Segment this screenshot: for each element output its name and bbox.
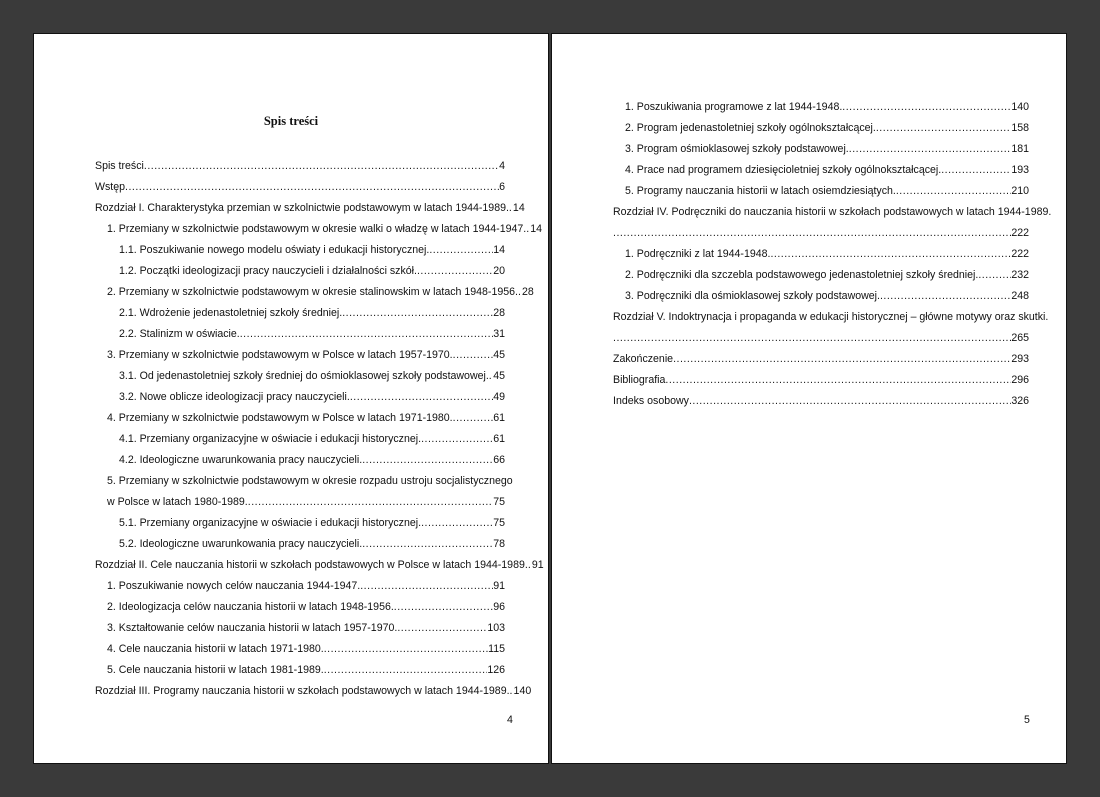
toc-entry <box>613 240 1029 261</box>
toc-entry <box>95 551 544 572</box>
toc-entry-page: 6 <box>499 181 505 193</box>
toc-entry-page: 61 <box>493 433 505 445</box>
toc-entry-page: 126 <box>487 664 505 676</box>
toc-entry <box>95 215 543 236</box>
toc-entry <box>95 656 505 677</box>
toc-entry-page: 78 <box>493 538 505 550</box>
toc-dot-leader <box>770 247 1011 261</box>
toc-entry-page: 91 <box>493 580 505 592</box>
toc-entry-title: 3.1. Od jedenastoletniej szkoły średniej do ośmioklasowej szkoły podstawowej. <box>119 370 489 382</box>
toc-dot-leader <box>421 516 493 530</box>
toc-entry-page: 210 <box>1011 185 1029 197</box>
toc-dot-leader <box>429 243 493 257</box>
page-left <box>33 33 549 764</box>
toc-entry-page: 158 <box>1011 122 1029 134</box>
toc-entry <box>613 366 1029 387</box>
toc-entry <box>613 219 1029 240</box>
toc-dot-leader <box>613 226 1011 240</box>
toc-entry-title: Rozdział V. Indoktrynacja i propaganda w edukacji historycznej – główne motywy oraz skutki. <box>613 311 1049 323</box>
toc-entry-title: 5.1. Przemiany organizacyjne w oświacie i edukacji historycznej. <box>119 517 422 529</box>
toc-entry-title: Rozdział II. Cele nauczania historii w szkołach podstawowych w Polsce w latach 1944-1989. <box>95 559 528 571</box>
toc-entry-title: 2.1. Wdrożenie jedenastoletniej szkoły średniej. <box>119 307 343 319</box>
toc-entry <box>613 345 1029 366</box>
toc-entry-title: Rozdział III. Programy nauczania historii w szkołach podstawowych w latach 1944-1989. <box>95 685 510 697</box>
toc-entry-page: 103 <box>487 622 505 634</box>
toc-entry <box>613 177 1029 198</box>
toc-entry-page: 232 <box>1011 269 1029 281</box>
toc-entry-title: Zakończenie <box>613 353 674 365</box>
page-number: 4 <box>507 714 513 726</box>
toc-entry-page: 31 <box>493 328 505 340</box>
toc-entry-page: 14 <box>512 202 525 214</box>
toc-entry <box>613 156 1029 177</box>
toc-dot-leader <box>360 579 493 593</box>
toc-dot-leader <box>613 331 1011 345</box>
toc-entry <box>95 320 505 341</box>
toc-entry-title: Rozdział I. Charakterystyka przemian w szkolnictwie podstawowym w latach 1944-1989. <box>95 202 509 214</box>
toc-entry-title: 1. Podręczniki z lat 1944-1948. <box>625 248 771 260</box>
toc-entry-title: w Polsce w latach 1980-1989. <box>107 496 248 508</box>
toc-entry <box>613 135 1029 156</box>
toc-entry <box>95 173 505 194</box>
toc-entry-page: 222 <box>1011 227 1029 239</box>
toc-entry-page: 4 <box>499 160 505 172</box>
toc-entry-title: 1.1. Poszukiwanie nowego modelu oświaty i edukacji historycznej. <box>119 244 430 256</box>
toc-entry-title: 1. Poszukiwania programowe z lat 1944-1948. <box>625 101 843 113</box>
toc-entry <box>95 194 525 215</box>
toc-entry-page: 61 <box>493 412 505 424</box>
toc-entry-title: 1. Przemiany w szkolnictwie podstawowym w okresie walki o władzę w latach 1944-1947. <box>107 223 527 235</box>
toc-dot-leader <box>453 348 494 362</box>
toc-entry-title: 2. Podręczniki dla szczebla podstawowego jedenastoletniej szkoły średniej. <box>625 269 979 281</box>
toc-entry-title: Rozdział IV. Podręczniki do nauczania historii w szkołach podstawowych w latach 1944-1989. <box>613 206 1052 218</box>
toc-entry <box>95 593 505 614</box>
toc-dot-leader <box>941 163 1011 177</box>
toc-entry <box>95 677 532 698</box>
toc-entry <box>613 261 1029 282</box>
toc-entry-page: 66 <box>493 454 505 466</box>
toc-entry <box>613 282 1029 303</box>
toc-entry-title: 4. Prace nad programem dziesięcioletniej szkoły ogólnokształcącej. <box>625 164 942 176</box>
toc-entry-title: 4. Cele nauczania historii w latach 1971-1980. <box>107 643 324 655</box>
toc-entry <box>613 303 1049 324</box>
toc-entry-page: 75 <box>493 496 505 508</box>
page-right <box>551 33 1067 764</box>
toc-entry-page: 28 <box>521 286 534 298</box>
toc-entry-title: Indeks osobowy <box>613 395 689 407</box>
toc-entry-page: 326 <box>1011 395 1029 407</box>
toc-entry <box>95 635 505 656</box>
toc-entry-page: 14 <box>530 223 543 235</box>
toc-entry-page: 140 <box>513 685 532 697</box>
toc-entry-title: 5.2. Ideologiczne uwarunkowania pracy nauczycieli. <box>119 538 363 550</box>
toc-entry <box>95 152 505 173</box>
toc-dot-leader <box>665 373 1011 387</box>
toc-entry-title: Wstęp <box>95 181 126 193</box>
toc-entry <box>95 572 505 593</box>
toc-entry-title: 4.2. Ideologiczne uwarunkowania pracy nauczycieli. <box>119 454 363 466</box>
toc-entry-page: 181 <box>1011 143 1029 155</box>
toc-entry-title: Spis treści <box>95 160 144 172</box>
toc-entry <box>95 362 505 383</box>
toc-entry <box>95 299 505 320</box>
toc-entry-page: 45 <box>493 370 505 382</box>
toc-entry <box>95 467 513 488</box>
toc-entry <box>95 509 505 530</box>
toc-dot-leader <box>394 600 493 614</box>
toc-dot-leader <box>849 142 1012 156</box>
toc-entry <box>95 341 505 362</box>
toc-entry-title: 2. Program jedenastoletniej szkoły ogólnokształcącej. <box>625 122 876 134</box>
toc-entry <box>95 257 505 278</box>
toc-entry-page: 248 <box>1011 290 1029 302</box>
toc-entry-page: 28 <box>493 307 505 319</box>
toc-dot-leader <box>240 327 494 341</box>
toc-entry-page: 49 <box>493 391 505 403</box>
toc-dot-leader <box>350 390 493 404</box>
toc-entry <box>95 425 505 446</box>
toc-entry-title: 3. Podręczniki dla ośmioklasowej szkoły podstawowej. <box>625 290 880 302</box>
toc-dot-leader <box>324 663 488 677</box>
toc-entry-title: 3. Program ośmioklasowej szkoły podstawowej. <box>625 143 849 155</box>
toc-dot-leader <box>417 264 493 278</box>
toc-entry-title: 3.2. Nowe oblicze ideologizacji pracy nauczycieli. <box>119 391 350 403</box>
toc-dot-leader <box>453 411 494 425</box>
toc-dot-leader <box>342 306 493 320</box>
toc-entry-page: 296 <box>1011 374 1029 386</box>
toc-entry-page: 140 <box>1011 101 1029 113</box>
toc-dot-leader <box>842 100 1011 114</box>
toc-entry-page: 222 <box>1011 248 1029 260</box>
toc-entry-title: 3. Przemiany w szkolnictwie podstawowym w Polsce w latach 1957-1970. <box>107 349 453 361</box>
toc-dot-leader <box>248 495 493 509</box>
toc-dot-leader <box>362 537 493 551</box>
toc-dot-leader <box>362 453 493 467</box>
toc-entry-title: 5. Przemiany w szkolnictwie podstawowym w okresie rozpadu ustroju socjalistycznego <box>107 475 513 487</box>
toc-dot-leader <box>880 289 1011 303</box>
toc-entry <box>95 236 505 257</box>
toc-entry <box>95 383 505 404</box>
toc-entry <box>95 530 505 551</box>
toc-entry-title: 2.2. Stalinizm w oświacie. <box>119 328 240 340</box>
toc-dot-leader <box>324 642 488 656</box>
toc-entry-page: 91 <box>531 559 544 571</box>
toc-dot-leader <box>978 268 1011 282</box>
toc-entry-page: 115 <box>488 643 505 655</box>
toc-entry-page: 14 <box>493 244 505 256</box>
toc-entry <box>613 387 1029 408</box>
toc-entry-title: 5. Programy nauczania historii w latach osiemdziesiątych. <box>625 185 896 197</box>
toc-entry-title: 1. Poszukiwanie nowych celów nauczania 1944-1947. <box>107 580 361 592</box>
toc-entry <box>613 198 1052 219</box>
toc-dot-leader <box>673 352 1011 366</box>
toc-dot-leader <box>144 159 499 173</box>
toc-entry-title: 3. Kształtowanie celów nauczania historii w latach 1957-1970. <box>107 622 398 634</box>
page-title: Spis treści <box>263 114 319 128</box>
document-spread <box>33 33 1068 764</box>
toc-entry <box>95 278 534 299</box>
toc-dot-leader <box>896 184 1011 198</box>
toc-entry-page: 265 <box>1011 332 1029 344</box>
toc-entry-page: 75 <box>493 517 505 529</box>
toc-entry <box>95 614 505 635</box>
toc-entry <box>613 93 1029 114</box>
toc-entry-title: 1.2. Początki ideologizacji pracy nauczycieli i działalności szkół. <box>119 265 417 277</box>
toc-entry <box>95 488 505 509</box>
toc-entry <box>95 404 505 425</box>
toc-entry-page: 20 <box>493 265 505 277</box>
page-number: 5 <box>1024 714 1030 726</box>
toc-entry <box>95 446 505 467</box>
toc-entry-title: 4.1. Przemiany organizacyjne w oświacie i edukacji historycznej. <box>119 433 422 445</box>
toc-dot-leader <box>689 394 1011 408</box>
toc-entry-title: Bibliografia <box>613 374 666 386</box>
toc-entry-title: 2. Ideologizacja celów nauczania historii w latach 1948-1956. <box>107 601 394 613</box>
toc-entry-page: 45 <box>493 349 505 361</box>
toc-dot-leader <box>397 621 487 635</box>
toc-dot-leader <box>125 180 499 194</box>
toc-entry-page: 293 <box>1011 353 1029 365</box>
toc-entry-title: 2. Przemiany w szkolnictwie podstawowym w okresie stalinowskim w latach 1948-1956. <box>107 286 518 298</box>
toc-entry-page: 96 <box>493 601 505 613</box>
toc-entry-title: 5. Cele nauczania historii w latach 1981-1989. <box>107 664 324 676</box>
toc-entry-title: 4. Przemiany w szkolnictwie podstawowym w Polsce w latach 1971-1980. <box>107 412 453 424</box>
toc-entry-page: 193 <box>1011 164 1029 176</box>
toc-list <box>95 152 544 698</box>
toc-dot-leader <box>876 121 1011 135</box>
toc-dot-leader <box>421 432 493 446</box>
toc-entry <box>613 324 1029 345</box>
toc-list <box>613 93 1052 408</box>
toc-entry <box>613 114 1029 135</box>
